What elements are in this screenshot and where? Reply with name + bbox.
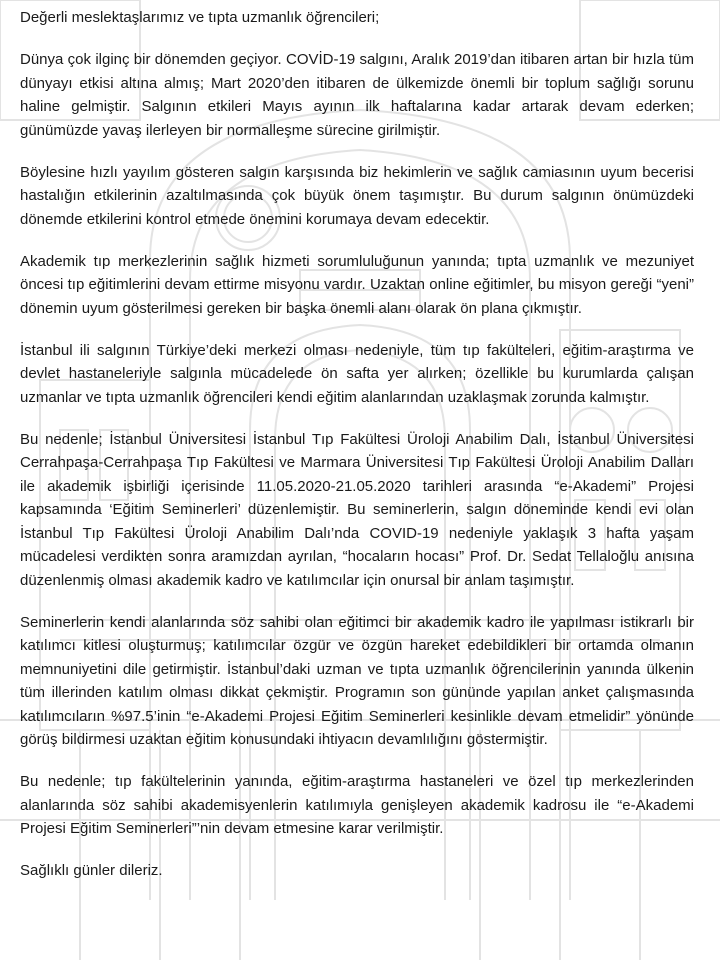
paragraph-adaptation: Böylesine hızlı yayılım gösteren salgın karşısında biz hekimlerin ve sağlık camiasının uyum becerisi hastalığın etkilerinin azaltılmasında çok büyük önem taşımıştır. Bu durum salgının önümüzdeki dönemde etkilerini kontrol etmede önemini korumaya devam edecektir. — [20, 163, 694, 228]
paragraph-covid-intro: Dünya çok ilginç bir dönemden geçiyor. COVİD-19 salgını, Aralık 2019’dan itibaren artan bir hızla tüm dünyayı etkisi altına almış; Mart 2020’den itibaren de ülkemizde önemli bir toplum sağlığı sorunu haline gelmiştir. Salgının etkileri Mayıs ayının ilk haftalarına kadar artarak devam ederken; günümüzde yavaş ilerleyen bir normalleşme sürecine girilmiştir. — [20, 51, 694, 139]
letter-body — [20, 6, 694, 883]
paragraph-academic-mission: Akademik tıp merkezlerinin sağlık hizmeti sorumluluğunun yanında; tıpta uzmanlık ve mezuniyet öncesi tıp eğitimlerini devam ettirme misyonu vardır. Uzaktan online eğitimler, bu misyon gereği “yeni” dönemin uyum gösterilmesi gereken bir başka önemli alanı olarak ön plana çıkmıştır. — [20, 252, 694, 317]
paragraph-participation: Seminerlerin kendi alanlarında söz sahibi olan eğitimci bir akademik kadro ile yapılması istikrarlı bir katılımcı kitlesi oluşturmuş; katılımcılar özgür ve özgün hareket edebildikleri bir ortamda olmanın memnuniyetini dile getirmiştir. İstanbul’daki uzman ve tıpta uzmanlık öğrencilerinin yanında ülkenin tüm illerinden katılım olması dikkat çekmiştir. Programın son gününde yapılan anket çalışmasında katılımcıların %97.5’inin “e-Akademi Projesi Eğitim Seminerleri kesinlikle devam etmelidir” yönünde görüş bildirmesi uzaktan eğitim konusundaki ihtiyacın devamlılığını göstermiştir. — [20, 613, 694, 748]
paragraph-decision: Bu nedenle; tıp fakültelerinin yanında, eğitim-araştırma hastaneleri ve özel tıp merkezlerinden alanlarında söz sahibi akademisyenlerin katılımıyla genişleyen akademik kadrosu ile “e-Akademi Projesi Eğitim Seminerleri”’nin devam etmesine karar verilmiştir. — [20, 773, 694, 837]
letter-closing: Sağlıklı günler dileriz. — [20, 862, 163, 879]
paragraph-istanbul: İstanbul ili salgının Türkiye’deki merkezi olması nedeniyle, tüm tıp fakülteleri, eğitim-araştırma ve devlet hastaneleriyle salgınla mücadelede ön safta yer alırken; özellikle bu kurumlarda çalışan uzmanlar ve tıpta uzmanlık öğrencileri kendi eğitim alanlarından uzaklaşmak zorunda kalmıştır. — [20, 341, 694, 406]
paragraph-seminars: Bu nedenle; İstanbul Üniversitesi İstanbul Tıp Fakültesi Üroloji Anabilim Dalı, İstanbul Üniversitesi Cerrahpaşa-Cerrahpaşa Tıp Fakültesi ve Marmara Üniversitesi Tıp Fakültesi Üroloji Anabilim Dalları ile akademik işbirliği içerisinde 11.05.2020-21.05.2020 tarihleri arasında “e-Akademi” Projesi kapsamında ‘Eğitim Seminerleri’ düzenlemiştir. Bu seminerlerin, salgın döneminde kendi evi olan İstanbul Tıp Fakültesi Üroloji Anabilim Dalı’nda COVID-19 nedeniyle yaklaşık 3 hafta yaşam mücadelesi verdikten sonra aramızdan ayrılan, “hocaların hocası” Prof. Dr. Sedat Tellaloğlu anısına düzenlenmiş olması akademik kadro ve katılımcılar için onursal bir anlam taşımıştır. — [20, 430, 694, 589]
letter-greeting: Değerli meslektaşlarımız ve tıpta uzmanlık öğrencileri; — [20, 9, 380, 26]
